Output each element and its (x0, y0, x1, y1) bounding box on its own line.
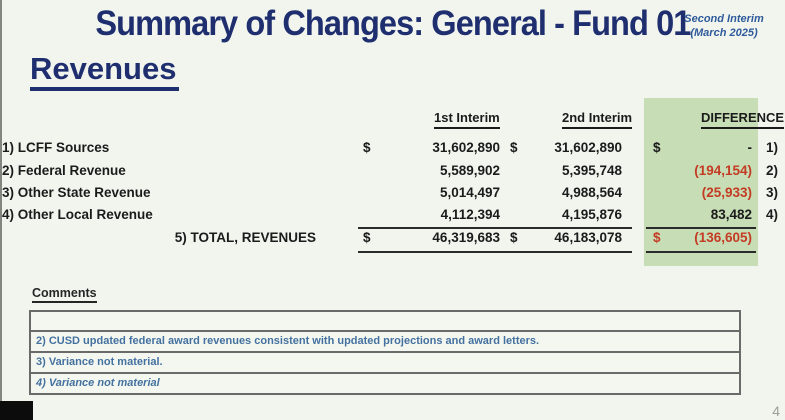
table-row (0, 163, 785, 183)
value-difference: - (747, 140, 752, 155)
total-1st-interim: 46,319,683 (432, 230, 500, 245)
currency-sign: $ (363, 230, 371, 245)
total-2nd-interim: 46,183,078 (554, 230, 622, 245)
currency-sign: $ (653, 230, 661, 245)
page-number: 4 (772, 403, 780, 419)
value-difference: (194,154) (694, 163, 752, 178)
total-top-rule-interims (358, 227, 632, 229)
video-left-edge (0, 0, 2, 420)
total-bottom-rule-interims (358, 251, 632, 253)
currency-sign: $ (363, 140, 371, 155)
comment-row-empty (31, 312, 739, 330)
section-heading-revenues: Revenues (30, 52, 179, 91)
table-total-row (0, 230, 785, 250)
row-label: 1) LCFF Sources (2, 140, 110, 155)
interim-note-label: Second Interim (684, 13, 764, 25)
currency-sign: $ (510, 230, 518, 245)
value-2nd-interim: 31,602,890 (554, 140, 622, 155)
currency-sign: $ (510, 140, 518, 155)
table-row (0, 207, 785, 227)
row-label: 3) Other State Revenue (2, 185, 151, 200)
row-number: 1) (765, 140, 778, 155)
value-1st-interim: 5,014,497 (439, 185, 500, 200)
comment-row: 4) Variance not material (31, 372, 739, 393)
row-number: 3) (765, 185, 778, 200)
video-corner-block (0, 401, 33, 420)
value-2nd-interim: 4,988,564 (561, 185, 622, 200)
currency-sign: $ (653, 140, 661, 155)
table-row (0, 185, 785, 205)
comments-heading: Comments (32, 286, 97, 303)
total-difference: (136,605) (694, 230, 752, 245)
total-bottom-rule-difference (646, 251, 756, 253)
value-1st-interim: 31,602,890 (432, 140, 500, 155)
total-row-label: 5) TOTAL, REVENUES (174, 230, 316, 245)
interim-note (668, 12, 780, 41)
value-1st-interim: 4,112,394 (440, 207, 500, 222)
comment-row: 3) Variance not material. (31, 351, 739, 372)
value-difference: (25,933) (701, 185, 752, 200)
comments-box (29, 310, 741, 395)
row-number: 4) (765, 207, 778, 222)
row-label: 4) Other Local Revenue (2, 207, 153, 222)
table-header-row: 1st Interim 2nd Interim DIFFERENCE (0, 111, 785, 131)
table-row (0, 140, 785, 160)
value-1st-interim: 5,589,902 (439, 163, 500, 178)
slide-title: Summary of Changes: General - Fund 01 (94, 4, 691, 43)
value-2nd-interim: 4,195,876 (561, 207, 622, 222)
row-label: 2) Federal Revenue (2, 163, 126, 178)
comment-row: 2) CUSD updated federal award revenues consistent with updated projections and award letters. (31, 330, 739, 351)
total-top-rule-difference (646, 227, 756, 229)
value-2nd-interim: 5,395,748 (561, 163, 622, 178)
row-number: 2) (765, 163, 778, 178)
value-difference: 83,482 (710, 207, 752, 222)
interim-note-date: (March 2025) (690, 27, 758, 40)
